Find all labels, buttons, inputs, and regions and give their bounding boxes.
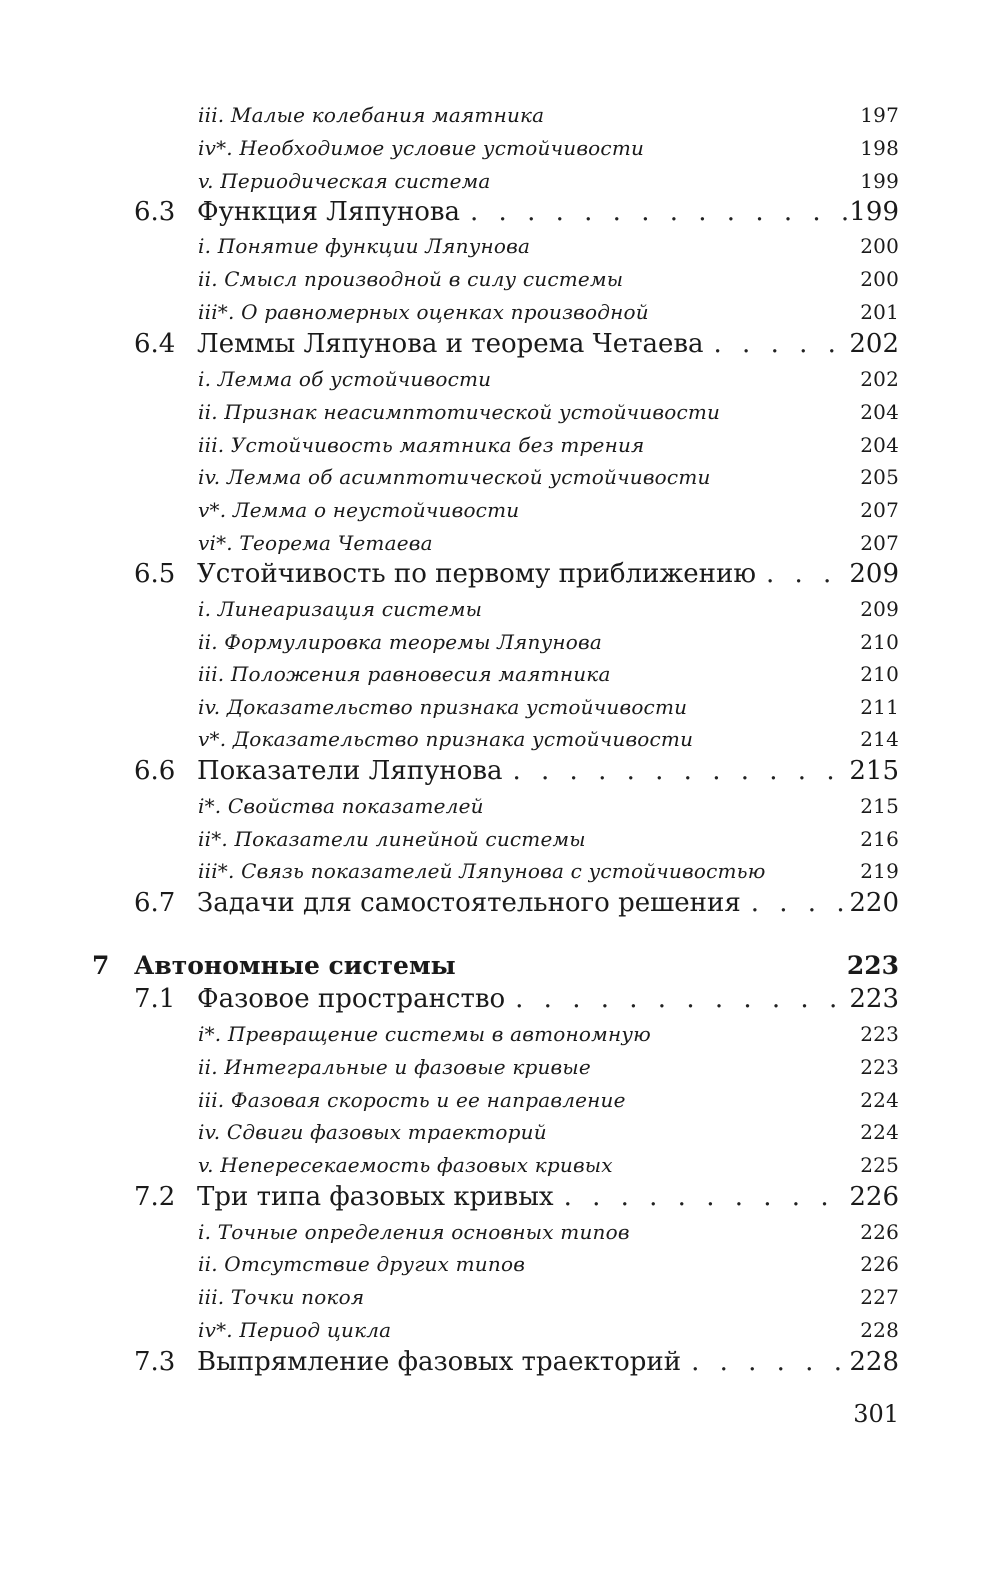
toc-section-title: Задачи для самостоятельного решения xyxy=(197,888,741,918)
toc-page-number: 219 xyxy=(860,859,899,883)
toc-section-number: 6.5 xyxy=(134,559,176,589)
toc-page-number: 216 xyxy=(860,827,899,851)
toc-page-number: 200 xyxy=(860,267,899,291)
toc-section-title: Три типа фазовых кривых xyxy=(197,1182,554,1212)
toc-section-number: 6.6 xyxy=(134,756,176,786)
toc-section-title: Функция Ляпунова xyxy=(197,197,461,227)
toc-page-number: 224 xyxy=(860,1088,899,1112)
toc-subsection-title: iii*. О равномерных оценках производной xyxy=(198,300,649,324)
toc-subsection-title: iii*. Связь показателей Ляпунова с устойчивостью xyxy=(198,859,766,883)
toc-subsection-title: i. Лемма об устойчивости xyxy=(198,367,492,391)
toc-page-number: 226 xyxy=(860,1220,899,1244)
toc-page-number: 210 xyxy=(860,630,899,654)
toc-subsection-title: iv*. Период цикла xyxy=(198,1318,392,1342)
toc-subsection-title: v. Периодическая система xyxy=(198,169,491,193)
toc-page-number: 227 xyxy=(860,1285,899,1309)
toc-section-number: 7.2 xyxy=(134,1182,176,1212)
toc-page-number: 199 xyxy=(860,169,899,193)
toc-page-number: 199 xyxy=(849,197,899,227)
toc-section-title: Показатели Ляпунова xyxy=(197,756,503,786)
toc-subsection-title: v. Непересекаемость фазовых кривых xyxy=(198,1153,613,1177)
toc-subsection-title: v*. Доказательство признака устойчивости xyxy=(198,727,694,751)
toc-section-title: Леммы Ляпунова и теорема Четаева xyxy=(197,329,704,359)
toc-subsection-title: i*. Превращение системы в автономную xyxy=(198,1022,651,1046)
toc-section-number: 7.3 xyxy=(134,1347,176,1377)
page-number: 301 xyxy=(853,1400,899,1428)
toc-subsection-title: iv*. Необходимое условие устойчивости xyxy=(198,136,645,160)
toc-page-number: 211 xyxy=(860,695,899,719)
toc-subsection-title: i. Точные определения основных типов xyxy=(198,1220,630,1244)
toc-section-number: 6.4 xyxy=(134,329,176,359)
dot-leader xyxy=(460,197,849,227)
toc-subsection-title: iii. Точки покоя xyxy=(198,1285,365,1309)
toc-page-number: 215 xyxy=(849,756,899,786)
toc-subsection-title: ii. Отсутствие других типов xyxy=(198,1252,526,1276)
toc-page-number: 225 xyxy=(860,1153,899,1177)
toc-page-number: 209 xyxy=(860,597,899,621)
toc-subsection-title: iii. Устойчивость маятника без трения xyxy=(198,433,645,457)
toc-subsection-title: ii. Формулировка теоремы Ляпунова xyxy=(198,630,602,654)
toc-subsection-title: iv. Сдвиги фазовых траекторий xyxy=(198,1120,547,1144)
toc-page-number: 226 xyxy=(849,1182,899,1212)
toc-page-number: 204 xyxy=(860,400,899,424)
dot-leader xyxy=(554,1182,850,1212)
toc-page-number: 197 xyxy=(860,103,899,127)
toc-page-number: 210 xyxy=(860,662,899,686)
toc-page-number: 223 xyxy=(849,984,899,1014)
toc-page-number: 202 xyxy=(860,367,899,391)
toc-page-number: 215 xyxy=(860,794,899,818)
toc-chapter-title: Автономные системы xyxy=(134,951,456,980)
dot-leader xyxy=(681,1347,849,1377)
toc-page-number: 202 xyxy=(849,329,899,359)
toc-section-number: 6.7 xyxy=(134,888,176,918)
toc-section-number: 6.3 xyxy=(134,197,176,227)
toc-subsection-title: i. Понятие функции Ляпунова xyxy=(198,234,531,258)
toc-page-number: 228 xyxy=(849,1347,899,1377)
toc-subsection-title: ii. Интегральные и фазовые кривые xyxy=(198,1055,591,1079)
toc-page-number: 198 xyxy=(860,136,899,160)
toc-page-number: 204 xyxy=(860,433,899,457)
toc-page-number: 223 xyxy=(846,951,899,980)
toc-page-number: 201 xyxy=(860,300,899,324)
toc-subsection-title: iv. Лемма об асимптотической устойчивости xyxy=(198,465,711,489)
dot-leader xyxy=(505,984,849,1014)
toc-page-number: 205 xyxy=(860,465,899,489)
toc-subsection-title: i*. Свойства показателей xyxy=(198,794,484,818)
toc-subsection-title: iii. Положения равновесия маятника xyxy=(198,662,611,686)
toc-subsection-title: i. Линеаризация системы xyxy=(198,597,483,621)
toc-subsection-title: ii. Смысл производной в силу системы xyxy=(198,267,624,291)
toc-subsection-title: ii*. Показатели линейной системы xyxy=(198,827,586,851)
toc-page-number: 226 xyxy=(860,1252,899,1276)
dot-leader xyxy=(503,756,850,786)
toc-page-number: 224 xyxy=(860,1120,899,1144)
toc-section-title: Устойчивость по первому приближению xyxy=(197,559,756,589)
toc-page-number: 223 xyxy=(860,1022,899,1046)
toc-page-number: 220 xyxy=(849,888,899,918)
toc-subsection-title: vi*. Теорема Четаева xyxy=(198,531,433,555)
toc-page-number: 200 xyxy=(860,234,899,258)
toc-subsection-title: iv. Доказательство признака устойчивости xyxy=(198,695,688,719)
toc-chapter-number: 7 xyxy=(92,951,110,980)
toc-page-number: 223 xyxy=(860,1055,899,1079)
toc-section-title: Выпрямление фазовых траекторий xyxy=(197,1347,682,1377)
toc-page-number: 214 xyxy=(860,727,899,751)
toc-subsection-title: iii. Фазовая скорость и ее направление xyxy=(198,1088,626,1112)
dot-leader xyxy=(756,559,849,589)
toc-subsection-title: ii. Признак неасимптотической устойчивости xyxy=(198,400,721,424)
dot-leader xyxy=(741,888,850,918)
toc-subsection-title: iii. Малые колебания маятника xyxy=(198,103,545,127)
toc-page-number: 228 xyxy=(860,1318,899,1342)
toc-section-number: 7.1 xyxy=(134,984,176,1014)
toc-page-number: 207 xyxy=(860,531,899,555)
toc-page-number: 207 xyxy=(860,498,899,522)
toc-subsection-title: v*. Лемма о неустойчивости xyxy=(198,498,520,522)
toc-section-title: Фазовое пространство xyxy=(197,984,506,1014)
dot-leader xyxy=(704,329,850,359)
toc-page-number: 209 xyxy=(849,559,899,589)
